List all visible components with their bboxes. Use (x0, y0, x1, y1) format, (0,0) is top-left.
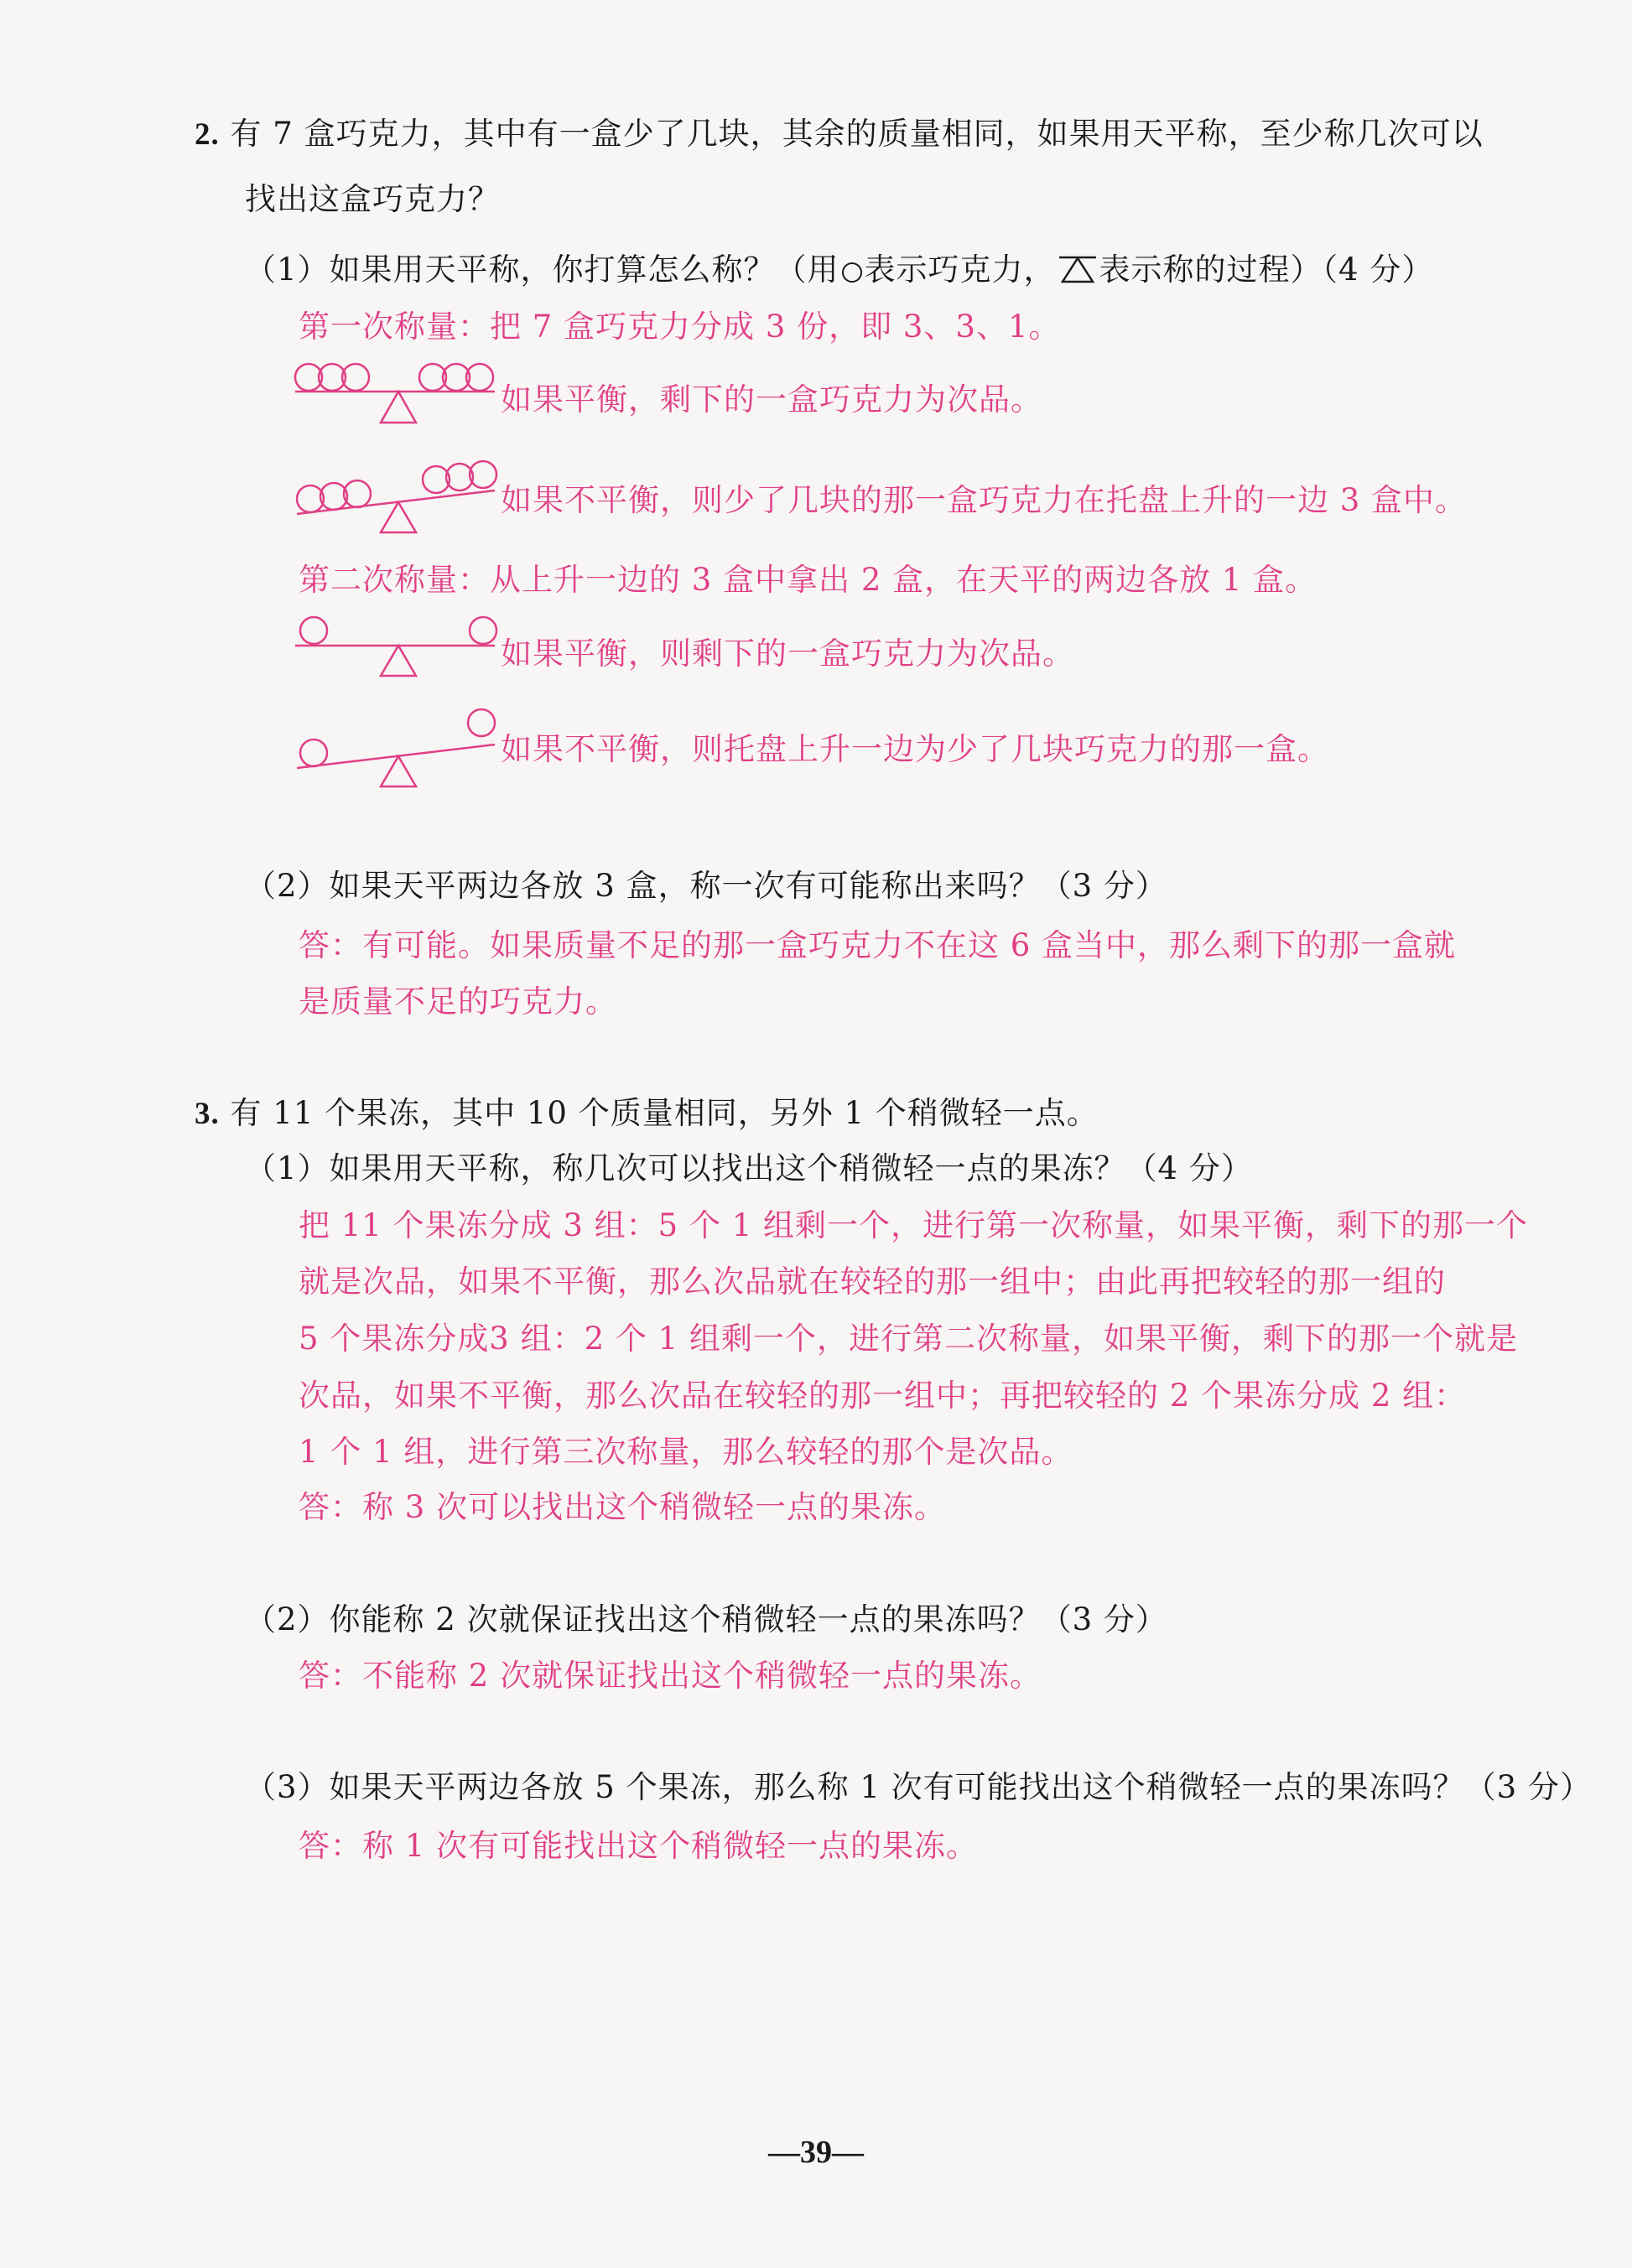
q3-answer1-conclusion: 答：称 3 次可以找出这个稍微轻一点的果冻。 (299, 1489, 947, 1525)
q3-answer1-line: 就是次品，如果不平衡，那么次品就在较轻的那一组中；由此再把较轻的那一组的 (299, 1264, 1446, 1300)
q3-answer2: 答：不能称 2 次就保证找出这个稍微轻一点的果冻。 (299, 1658, 1042, 1694)
q2-answer-balanced2: 如果平衡，则剩下的一盒巧克力为次品。 (501, 636, 1074, 672)
q3-part1-prompt: （1）如果用天平称，称几次可以找出这个稍微轻一点的果冻？（4 分） (245, 1150, 1253, 1186)
page-number: —39— (768, 2135, 864, 2170)
q3-number: 3. (195, 1097, 220, 1131)
q3-part3-prompt: （3）如果天平两边各放 5 个果冻，那么称 1 次有可能找出这个稍微轻一点的果冻吗？（3 分） (245, 1769, 1592, 1805)
q2-answer2-line2: 是质量不足的巧克力。 (299, 983, 617, 1020)
q3-answer1-line: 5 个果冻分成3 组：2 个 1 组剩一个，进行第二次称量，如果平衡，剩下的那一个就是 (299, 1321, 1518, 1357)
balance-scale-unbalanced-3-3 (294, 449, 503, 541)
q2-answer-balanced: 如果平衡，剩下的一盒巧克力为次品。 (501, 381, 1042, 418)
q3-part2-prompt: （2）你能称 2 次就保证找出这个稍微轻一点的果冻吗？（3 分） (245, 1601, 1167, 1637)
q2-answer-step1: 第一次称量：把 7 盒巧克力分成 3 份，即 3、3、1。 (299, 309, 1061, 345)
q3-stem: 3. 有 11 个果冻，其中 10 个质量相同，另外 1 个稍微轻一点。 (195, 1095, 1099, 1131)
q3-answer1-line: 1 个 1 组，进行第三次称量，那么较轻的那个是次品。 (299, 1434, 1073, 1470)
q2-answer-unbalanced2: 如果不平衡，则托盘上升一边为少了几块巧克力的那一盒。 (501, 731, 1329, 767)
balance-scale-unbalanced-1-1 (294, 703, 503, 795)
q2-answer2-line1: 答：有可能。如果质量不足的那一盒巧克力不在这 6 盒当中，那么剩下的那一盒就 (299, 927, 1457, 963)
q2-stem-line1: 2. 有 7 盒巧克力，其中有一盒少了几块，其余的质量相同，如果用天平称，至少称几次可以 (195, 116, 1484, 152)
q2-part1-prompt: （1）如果用天平称，你打算怎么称？（用 表示巧克力， 表示称的过程）（4 分） (245, 252, 1434, 288)
balance-scale-icon (1058, 255, 1098, 283)
q3-answer3: 答：称 1 次有可能找出这个稍微轻一点的果冻。 (299, 1828, 979, 1864)
q2-answer-step2: 第二次称量：从上升一边的 3 盒中拿出 2 盒，在天平的两边各放 1 盒。 (299, 562, 1318, 598)
balance-scale-balanced-3-3 (294, 361, 503, 436)
q3-answer1-line: 把 11 个果冻分成 3 组：5 个 1 组剩一个，进行第一次称量，如果平衡，剩下的那一个 (299, 1207, 1529, 1243)
circle-icon (842, 262, 862, 283)
q2-stem-line2: 找出这盒巧克力？ (245, 181, 500, 217)
balance-scale-balanced-1-1 (294, 612, 503, 688)
q2-number: 2. (195, 117, 220, 152)
q2-answer-unbalanced: 如果不平衡，则少了几块的那一盒巧克力在托盘上升的一边 3 盒中。 (501, 482, 1468, 518)
q2-part2-prompt: （2）如果天平两边各放 3 盒，称一次有可能称出来吗？（3 分） (245, 868, 1167, 904)
q3-answer1-line: 次品，如果不平衡，那么次品在较轻的那一组中；再把较轻的 2 个果冻分成 2 组： (299, 1378, 1467, 1414)
